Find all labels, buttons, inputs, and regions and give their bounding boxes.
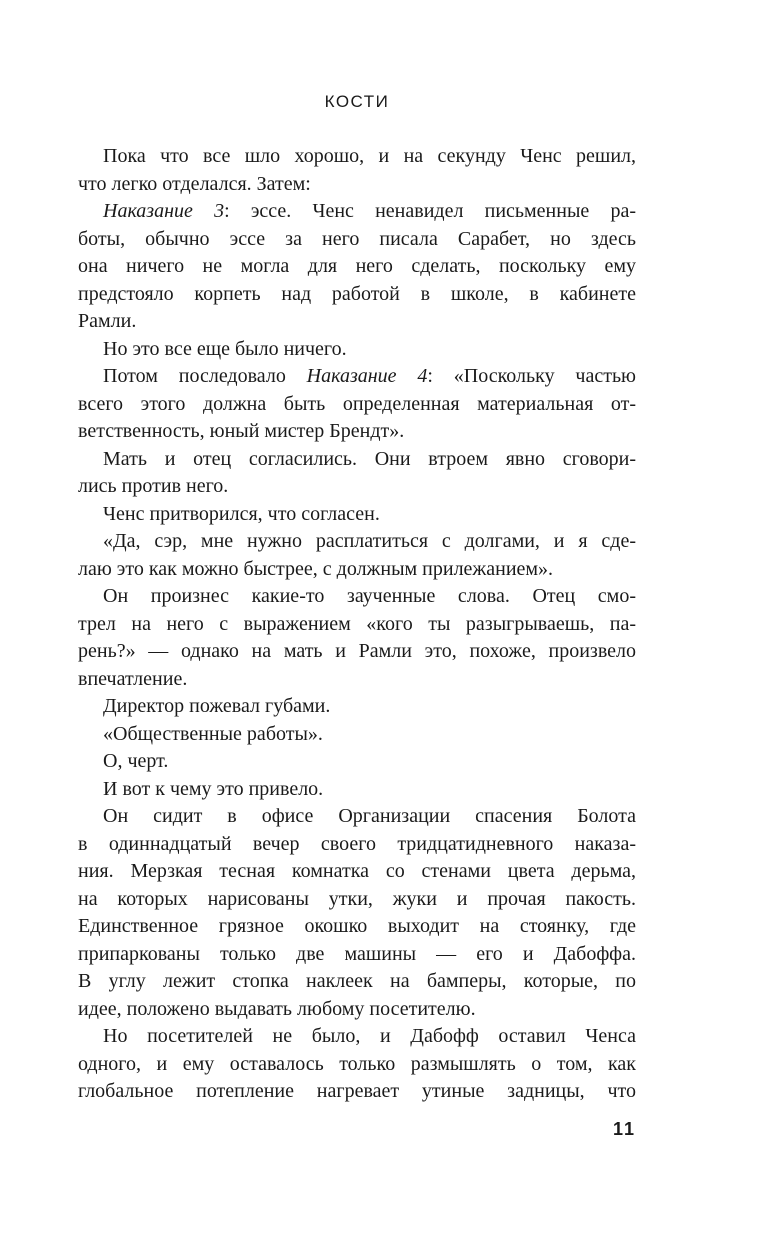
text-segment: она ничего не могла для него сделать, поскольку ему: [78, 255, 636, 277]
text-segment: боты, обычно эссе за него писала Сарабет, но здесь: [78, 227, 636, 250]
text-segment: Он произнес какие-то заученные слова. Отец смо-: [103, 585, 636, 607]
text-segment: О, черт.: [103, 750, 169, 772]
text-line: [78, 556, 636, 584]
text-line: [78, 886, 636, 914]
text-line: [78, 996, 636, 1024]
text-line: [78, 253, 636, 281]
text-segment: рень?» — однако на мать и Рамли это, похоже, произвело: [78, 640, 636, 662]
text-line: [78, 226, 636, 254]
body-text: [78, 143, 636, 1106]
text-segment: В углу лежит стопка наклеек на бамперы, которые, по: [78, 970, 636, 992]
text-segment: «Общественные работы».: [103, 722, 323, 745]
text-segment: И вот к чему это привело.: [103, 777, 324, 800]
text-segment: Наказание 4: [306, 365, 428, 387]
text-line: [78, 913, 636, 941]
text-segment: Ченс притворился, что согласен.: [103, 502, 380, 525]
text-line: [78, 1023, 636, 1051]
text-line: [78, 831, 636, 859]
text-line: [78, 363, 636, 391]
text-segment: Мать и отец согласились. Они втроем явно сговори-: [103, 447, 636, 470]
text-line: [78, 198, 636, 226]
text-segment: Пока что все шло хорошо, и на секунду Ченс решил,: [103, 145, 636, 167]
text-line: [78, 308, 636, 336]
text-segment: Но посетителей не было, и Дабофф оставил Ченса: [103, 1025, 636, 1047]
text-line: [78, 143, 636, 171]
text-line: [78, 501, 636, 529]
text-segment: идее, положено выдавать любому посетителю.: [78, 997, 476, 1020]
text-segment: ветственность, юный мистер Брендт».: [78, 420, 405, 442]
text-line: [78, 171, 636, 199]
text-segment: Но это все еще было ничего.: [103, 337, 347, 360]
text-line: [78, 693, 636, 721]
text-segment: что легко отделался. Затем:: [78, 172, 311, 195]
text-line: [78, 941, 636, 969]
text-segment: ния. Мерзкая тесная комнатка со стенами цвета дерьма,: [78, 860, 636, 882]
text-segment: Директор пожевал губами.: [103, 695, 331, 717]
text-segment: в одиннадцатый вечер своего тридцатидневного наказа-: [78, 832, 636, 855]
text-line: [78, 473, 636, 501]
text-segment: припаркованы только две машины — его и Дабоффа.: [78, 942, 636, 965]
text-line: [78, 528, 636, 556]
text-segment: Потом последовало: [103, 365, 307, 387]
text-line: [78, 803, 636, 831]
text-segment: лаю это как можно быстрее, с должным прилежанием».: [78, 557, 554, 580]
text-line: [78, 391, 636, 419]
text-line: [78, 1051, 636, 1079]
text-segment: предстояло корпеть над работой в школе, в кабинете: [78, 282, 636, 305]
text-segment: всего этого должна быть определенная материальная от-: [78, 392, 636, 415]
text-line: [78, 968, 636, 996]
text-line: [78, 583, 636, 611]
running-head: КОСТИ: [324, 92, 390, 111]
text-line: [78, 418, 636, 446]
text-segment: «Да, сэр, мне нужно расплатиться с долгами, и я сде-: [103, 530, 636, 552]
text-segment: глобальное потепление нагревает утиные задницы, что: [78, 1080, 636, 1102]
text-segment: на которых нарисованы утки, жуки и прочая пакость.: [78, 887, 636, 910]
text-segment: Единственное грязное окошко выходит на стоянку, где: [78, 915, 636, 937]
text-segment: лись против него.: [78, 475, 229, 497]
text-segment: впечатление.: [78, 667, 188, 690]
text-line: [78, 336, 636, 364]
text-line: [78, 666, 636, 694]
text-line: [78, 611, 636, 639]
text-line: [78, 748, 636, 776]
text-segment: одного, и ему оставалось только размышлять о том, как: [78, 1052, 636, 1075]
text-line: [78, 776, 636, 804]
text-segment: Рамли.: [78, 310, 137, 332]
text-line: [78, 1078, 636, 1106]
text-line: [78, 858, 636, 886]
text-segment: Он сидит в офисе Организации спасения Болота: [103, 805, 636, 827]
text-line: [78, 446, 636, 474]
text-line: [78, 721, 636, 749]
text-line: [78, 638, 636, 666]
page-number: 11: [612, 1119, 636, 1139]
text-segment: трел на него с выражением «кого ты разыгрываешь, па-: [78, 612, 636, 635]
text-line: [78, 281, 636, 309]
text-segment: : эссе. Ченс ненавидел письменные ра-: [224, 200, 636, 222]
text-segment: Наказание 3: [103, 200, 225, 222]
text-segment: : «Поскольку частью: [427, 365, 636, 387]
